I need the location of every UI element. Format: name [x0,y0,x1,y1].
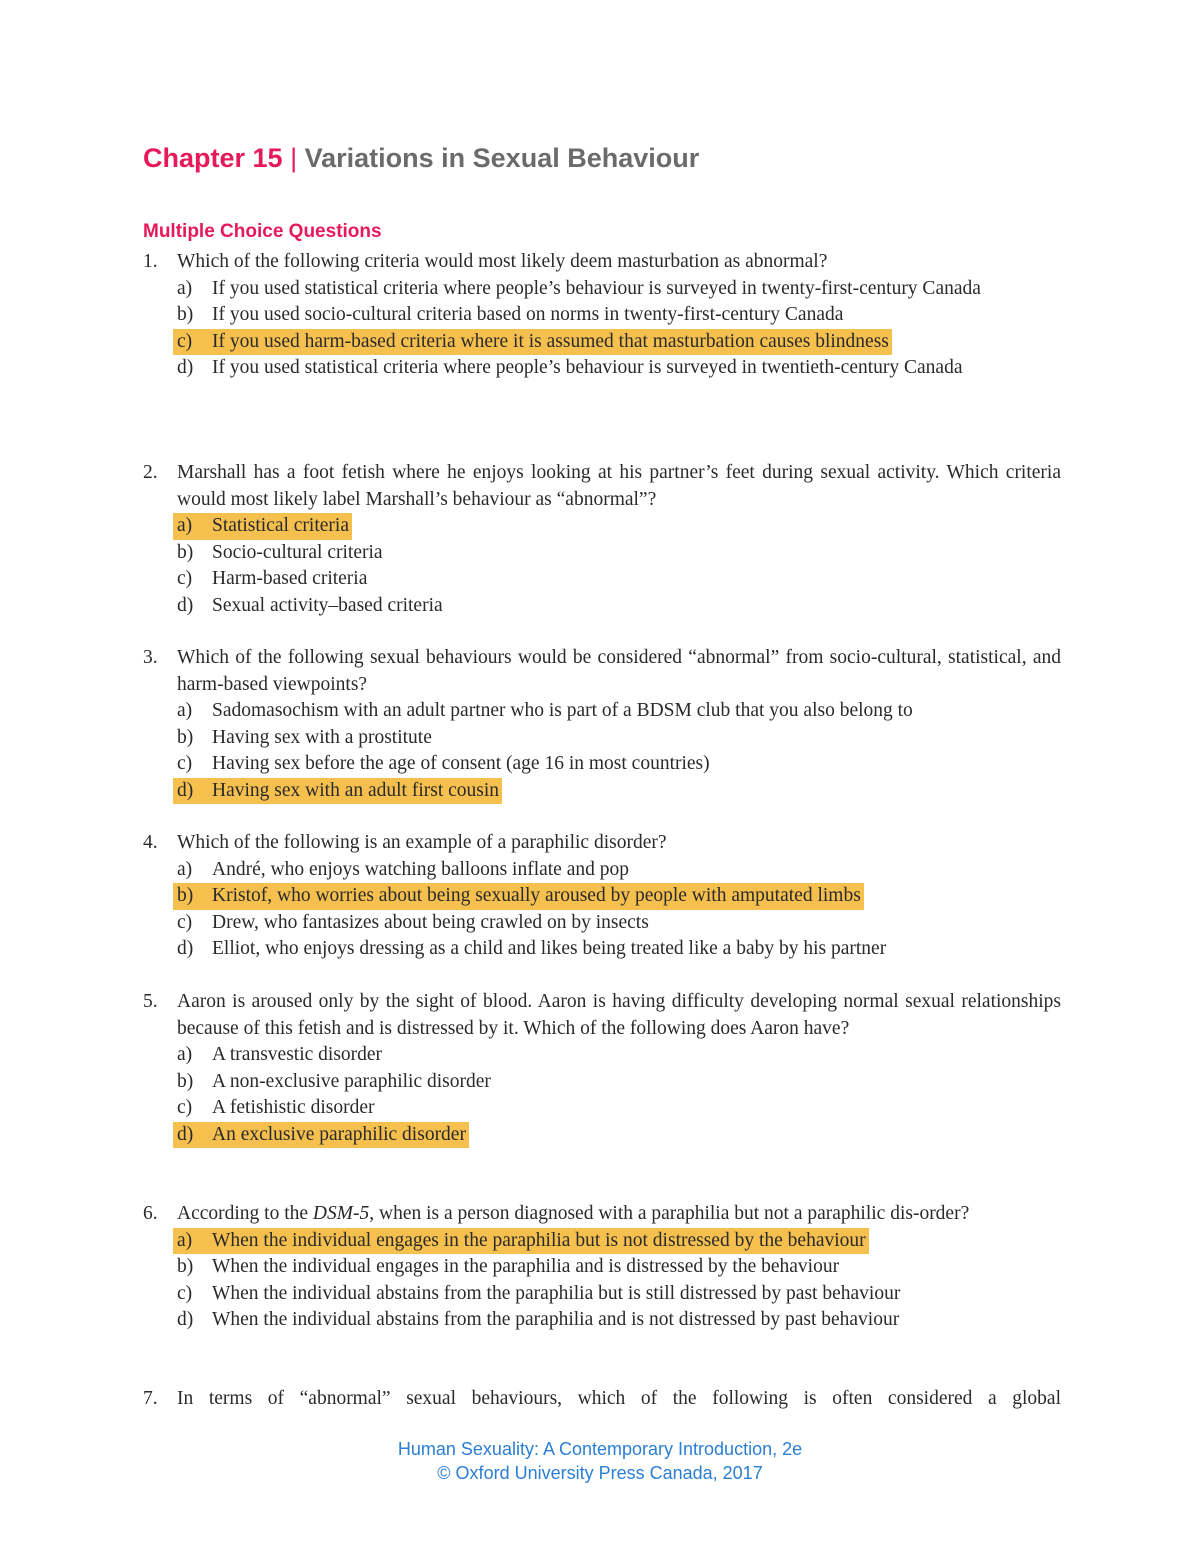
option [143,725,1061,752]
question-number: 5. [143,991,158,1012]
option-letter: d) [177,1309,194,1330]
question-2 [143,460,1061,619]
option-letter: a) [177,1044,193,1065]
option-text: Kristof, who worries about being sexually aroused by people with amputated limbs [212,885,861,906]
option-text: Having sex with an adult first cousin [212,779,500,801]
option-text: Sadomasochism with an adult partner who is part of a BDSM club that you also belong to [212,700,913,721]
option-text: When the individual abstains from the paraphilia but is still distressed by past behaviour [212,1282,901,1304]
option-list [143,513,1061,619]
option [143,1042,1061,1069]
option-letter: a) [177,277,193,299]
question-3 [143,645,1061,804]
option-text: Socio-cultural criteria [212,541,383,563]
option [143,936,1061,963]
option-text: If you used socio-cultural criteria based on norms in twenty-first-century Canada [212,304,844,325]
option-text: Sexual activity–based criteria [212,594,443,616]
option-list [143,276,1061,382]
question-stem [143,460,1061,513]
option [143,1095,1061,1122]
question-stem [143,989,1061,1042]
option-text: Drew, who fantasizes about being crawled on by insects [212,911,649,933]
option-text: When the individual abstains from the paraphilia and is not distressed by past behaviour [212,1309,900,1330]
option-text: When the individual engages in the paraphilia but is not distressed by the behaviour [212,1229,866,1251]
option-letter: c) [177,753,193,774]
option-text: André, who enjoys watching balloons inflate and pop [212,858,629,880]
section-title: Multiple Choice Questions [143,221,382,242]
option-list [143,1042,1061,1148]
option-text: An exclusive paraphilic disorder [212,1123,466,1145]
option [143,302,1061,329]
option-text: Having sex with a prostitute [212,726,432,748]
option-letter: a) [177,858,193,880]
question-stem [143,645,1061,698]
title-separator: | [290,143,298,173]
option-text: Statistical criteria [212,515,349,536]
option [143,1281,1061,1308]
option-text: If you used statistical criteria where people’s behaviour is surveyed in twenty-first-century Canada [212,277,981,299]
option-correct [143,1228,1061,1255]
question-text: Which of the following is an example of a paraphilic disorder? [177,832,667,853]
option [143,593,1061,620]
question-4 [143,830,1061,963]
option-text: A transvestic disorder [212,1044,383,1065]
chapter-title [143,143,699,174]
option [143,355,1061,382]
footer-book-title: Human Sexuality: A Contemporary Introduction, 2e [397,1439,803,1459]
question-stem [143,1201,1061,1228]
question-stem [143,1386,1061,1413]
option [143,857,1061,884]
option-correct [143,778,1061,805]
option-letter: a) [177,1229,193,1251]
question-1 [143,249,1061,382]
question-5 [143,989,1061,1148]
option-letter: c) [177,1282,193,1304]
option-letter: d) [177,938,194,959]
option-letter: a) [177,515,193,536]
option-letter: d) [177,357,194,378]
option-letter: c) [177,911,193,933]
option [143,1254,1061,1281]
option-text: Elliot, who enjoys dressing as a child and likes being treated like a baby by his partner [212,938,887,959]
option-letter: b) [177,541,194,563]
option-letter: b) [177,1070,194,1092]
option-letter: c) [177,1097,193,1118]
option [143,751,1061,778]
option-correct [143,1122,1061,1149]
option-list [143,857,1061,963]
option-letter: b) [177,304,194,325]
option-letter: d) [177,1123,194,1145]
option-text: If you used statistical criteria where people’s behaviour is surveyed in twentieth-century Canada [212,357,963,378]
chapter-subtitle: Variations in Sexual Behaviour [304,143,700,173]
option-letter: a) [177,700,193,721]
question-number: 1. [143,251,158,272]
option [143,698,1061,725]
question-stem [143,830,1061,857]
option-text: Having sex before the age of consent (age 16 in most countries) [212,753,710,774]
option-text: When the individual engages in the paraphilia and is distressed by the behaviour [212,1256,840,1277]
option-text: A non-exclusive paraphilic disorder [212,1070,491,1092]
question-text: In terms of “abnormal” sexual behaviours, which of the following is often considered a global [177,1388,1061,1409]
question-number: 2. [143,462,158,483]
option-list [143,1228,1061,1334]
option [143,1069,1061,1096]
question-number: 4. [143,832,158,853]
option [143,276,1061,303]
question-text: Which of the following criteria would most likely deem masturbation as abnormal? [177,251,828,272]
option-letter: b) [177,726,194,748]
question-number: 7. [143,1388,158,1409]
option-correct [143,513,1061,540]
dsm-title: DSM-5 [312,1203,370,1224]
option-letter: d) [177,594,194,616]
option [143,1307,1061,1334]
option-letter: c) [177,330,193,352]
question-text: Marshall has a foot fetish where he enjoys looking at his partner’s feet during sexual activity. Which criteria would most likely label Marshall’s behaviour as “abnormal”? [177,462,1061,510]
question-number: 6. [143,1203,158,1224]
option-correct [143,329,1061,356]
option-letter: b) [177,1256,194,1277]
question-stem [143,249,1061,276]
option [143,566,1061,593]
option [143,910,1061,937]
option-text: A fetishistic disorder [212,1097,375,1118]
footer-copyright: © Oxford University Press Canada, 2017 [437,1463,763,1483]
option-letter: b) [177,885,194,906]
option-correct [143,883,1061,910]
page-footer [0,1437,1200,1485]
option [143,540,1061,567]
question-text: Aaron is aroused only by the sight of blood. Aaron is having difficulty developing normal sexual relationships because of this fetish and is distressed by it. Which of the following does Aaron have? [177,991,1061,1039]
chapter-number: Chapter 15 [143,143,283,173]
question-text: According to the DSM-5, when is a person diagnosed with a paraphilia but not a paraphilic dis-order? [177,1203,970,1224]
option-letter: d) [177,779,194,801]
question-text: Which of the following sexual behaviours would be considered “abnormal” from socio-cultural, statistical, and harm-based viewpoints? [177,647,1061,695]
question-6 [143,1201,1061,1334]
option-text: Harm-based criteria [212,568,368,589]
option-text: If you used harm-based criteria where it is assumed that masturbation causes blindness [212,330,889,352]
option-letter: c) [177,568,193,589]
option-list [143,698,1061,804]
question-number: 3. [143,647,158,668]
question-7 [143,1386,1061,1413]
